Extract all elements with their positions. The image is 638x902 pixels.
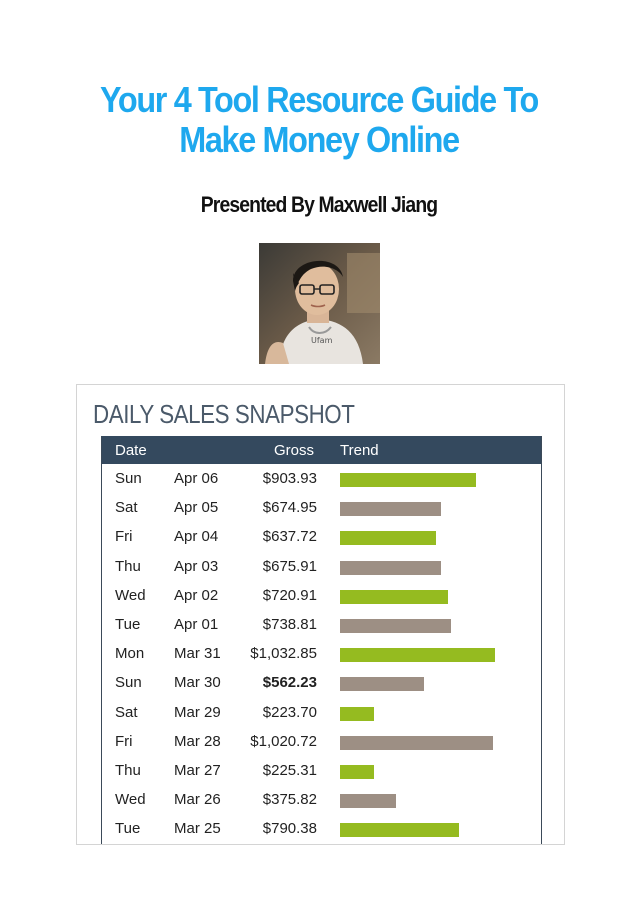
row-gross: $738.81: [262, 615, 317, 633]
row-day: Thu: [115, 557, 141, 575]
row-day: Fri: [115, 528, 133, 546]
row-day: Wed: [115, 791, 146, 809]
column-header-gross: Gross: [274, 442, 315, 459]
row-date: Mar 27: [174, 761, 221, 779]
row-gross: $223.70: [262, 703, 317, 721]
table-row: [102, 814, 541, 843]
table-row: [102, 581, 541, 610]
row-day: Tue: [115, 820, 141, 838]
row-gross: $720.91: [262, 586, 317, 604]
row-gross: $675.91: [262, 557, 317, 575]
row-gross: $790.38: [262, 820, 317, 838]
row-gross: $1,032.85: [250, 645, 317, 663]
trend-bar: [340, 823, 459, 837]
trend-bar: [340, 736, 493, 750]
row-date: Mar 26: [174, 791, 221, 809]
table-row: [102, 552, 541, 581]
trend-bar: [340, 677, 424, 691]
row-date: Apr 06: [174, 470, 219, 487]
row-gross: $903.93: [262, 470, 317, 487]
row-date: Apr 05: [174, 499, 219, 517]
row-date: Mar 29: [174, 703, 221, 721]
title-line-1: Your 4 Tool Resource Guide To: [100, 79, 538, 120]
svg-text:Ufam: Ufam: [311, 336, 333, 345]
title-line-2: Make Money Online: [179, 119, 459, 160]
row-day: Sun: [115, 470, 142, 487]
trend-bar: [340, 590, 448, 604]
row-day: Sun: [115, 674, 142, 692]
author-photo-icon: [259, 243, 380, 364]
row-day: Tue: [115, 615, 141, 633]
row-day: Fri: [115, 732, 133, 750]
row-date: Apr 04: [174, 528, 219, 546]
row-day: Thu: [115, 761, 141, 779]
row-day: Sat: [115, 499, 138, 517]
trend-bar: [340, 502, 441, 516]
row-gross: $637.72: [262, 528, 317, 546]
table-row: [102, 698, 541, 727]
page-title: [32, 80, 606, 160]
trend-bar: [340, 561, 441, 575]
trend-bar: [340, 765, 374, 779]
table-row: [102, 610, 541, 639]
table-row: [102, 639, 541, 668]
row-day: Mon: [115, 645, 145, 663]
author-photo: [259, 243, 380, 364]
table-row: [102, 522, 541, 551]
row-date: Apr 02: [174, 586, 219, 604]
row-gross: $225.31: [262, 761, 317, 779]
trend-bar: [340, 707, 374, 721]
trend-bar: [340, 473, 476, 487]
trend-bar: [340, 531, 436, 545]
daily-sales-snapshot: [76, 384, 565, 845]
table-row: [102, 727, 541, 756]
trend-bar: [340, 794, 396, 808]
row-date: Mar 28: [174, 732, 221, 750]
table-row: [102, 668, 541, 697]
snapshot-title: DAILY SALES SNAPSHOT: [93, 399, 355, 429]
row-date: Mar 25: [174, 820, 221, 838]
table-row: [102, 493, 541, 522]
row-date: Mar 30: [174, 674, 221, 692]
table-row: [102, 756, 541, 785]
trend-bar: [340, 648, 495, 662]
row-gross: $375.82: [262, 791, 317, 809]
row-date: Mar 31: [174, 645, 221, 663]
row-day: Sat: [115, 703, 138, 721]
table-row: [102, 464, 541, 493]
column-header-date: Date: [115, 442, 147, 459]
row-day: Wed: [115, 586, 146, 604]
row-date: Apr 03: [174, 557, 219, 575]
table-body: [102, 464, 541, 843]
row-date: Apr 01: [174, 615, 219, 633]
row-gross: $562.23: [262, 674, 317, 692]
sales-table: [101, 436, 542, 845]
row-gross: $674.95: [262, 499, 317, 517]
column-header-trend: Trend: [340, 442, 379, 459]
author-byline: Presented By Maxwell Jiang: [200, 192, 438, 217]
table-row: [102, 785, 541, 814]
row-gross: $1,020.72: [250, 732, 317, 750]
trend-bar: [340, 619, 451, 633]
table-header: [102, 436, 541, 464]
